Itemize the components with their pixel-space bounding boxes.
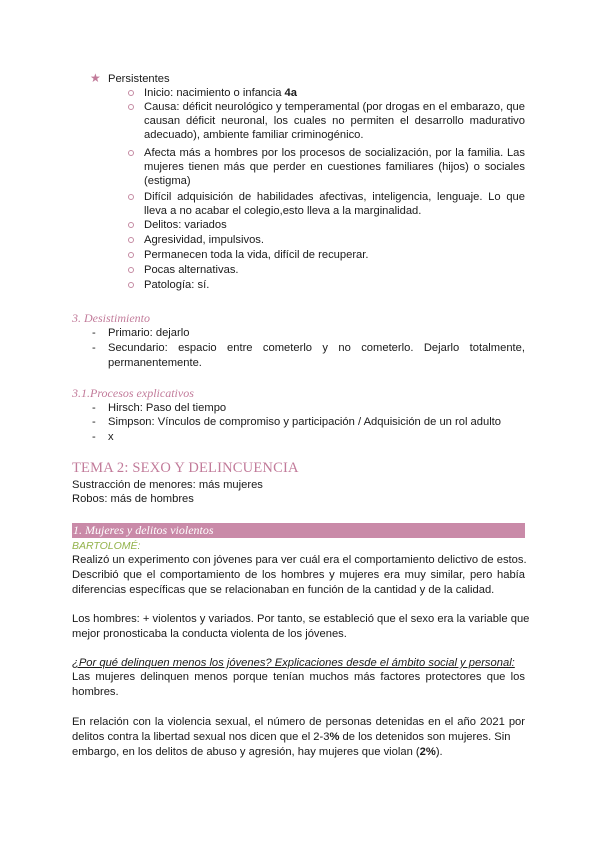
paragraph-line: Describió que el comportamiento de los hombres y mujeres era muy similar, pero había: [72, 569, 525, 581]
circle-bullet-icon: [128, 194, 134, 200]
paragraph-line: hombres.: [72, 686, 119, 698]
paragraph-line: delitos contra la libertad sexual nos dicen que el 2-3% de los detenidos son mujeres. Sin: [72, 731, 511, 743]
persistentes-heading: Persistentes: [108, 73, 170, 85]
list-item: Agresividad, impulsivos.: [144, 234, 265, 246]
list-item: Permanecen toda la vida, difícil de recuperar.: [144, 249, 369, 261]
list-item: Afecta más a hombres por los procesos de socialización, por la familia. Las: [144, 147, 525, 159]
circle-bullet-icon: [128, 222, 134, 228]
circle-bullet-icon: [128, 104, 134, 110]
text-line: Robos: más de hombres: [72, 493, 194, 505]
list-item: Primario: dejarlo: [108, 327, 190, 339]
text-line: Sustracción de menores: más mujeres: [72, 479, 263, 491]
paragraph-line: embargo, en los delitos de abuso y agresión, hay mujeres que violan (2%).: [72, 746, 443, 758]
page-title: TEMA 2: SEXO Y DELINCUENCIA: [72, 460, 299, 476]
list-item-cont: permanentemente.: [108, 357, 202, 369]
list-item: x: [108, 431, 114, 443]
circle-bullet-icon: [128, 267, 134, 273]
dash-bullet-icon: -: [92, 416, 96, 428]
question-heading: ¿Por qué delinquen menos los jóvenes? Explicaciones desde el ámbito social y personal:: [72, 657, 515, 669]
dash-bullet-icon: -: [92, 342, 96, 354]
list-item-cont: mujeres tienen más que perder en cuestiones familiares (hijos) o sociales: [144, 161, 525, 173]
dash-bullet-icon: -: [92, 402, 96, 414]
paragraph-line: Las mujeres delinquen menos porque tenían muchos más factores protectores que los: [72, 671, 525, 683]
list-item: Delitos: variados: [144, 219, 227, 231]
list-item: Causa: déficit neurológico y temperamental (por drogas en el embarazo, que: [144, 101, 525, 113]
author-label: BARTOLOMÉ:: [72, 540, 141, 552]
star-bullet-icon: ★: [90, 71, 101, 85]
list-item-cont: (estigma): [144, 175, 191, 187]
circle-bullet-icon: [128, 252, 134, 258]
section-band: [72, 523, 525, 538]
paragraph-line: diferencias específicas que se relacionaban en función de la cantidad y de la calidad.: [72, 584, 495, 596]
section-heading-procesos: 3.1.Procesos explicativos: [72, 386, 194, 400]
paragraph-line: En relación con la violencia sexual, el número de personas detenidas en el año 2021 por: [72, 716, 525, 728]
list-item-cont: lleva a no acabar el colegio,esto lleva a la marginalidad.: [144, 205, 422, 217]
list-item: Pocas alternativas.: [144, 264, 239, 276]
paragraph-line: mejor pronosticaba la conducta violenta de los jóvenes.: [72, 628, 347, 640]
paragraph-line: Realizó un experimento con jóvenes para ver cuál era el comportamiento delictivo de estos.: [72, 554, 527, 566]
paragraph-line: Los hombres: + violentos y variados. Por tanto, se estableció que el sexo era la variable que: [72, 613, 530, 625]
dash-bullet-icon: -: [92, 327, 96, 339]
circle-bullet-icon: [128, 237, 134, 243]
list-item-cont: adecuado), ambiente familiar criminogénico.: [144, 129, 364, 141]
circle-bullet-icon: [128, 150, 134, 156]
circle-bullet-icon: [128, 90, 134, 96]
list-item: Difícil adquisición de habilidades afectivas, inteligencia, lenguaje. Lo que: [144, 191, 525, 203]
list-item: Simpson: Vínculos de compromiso y participación / Adquisición de un rol adulto: [108, 416, 502, 428]
section-band-title: 1. Mujeres y delitos violentos: [73, 523, 214, 537]
list-item-cont: causan déficit neuronal, los cuales no permiten el desarrollo madurativo: [144, 115, 525, 127]
list-item: Secundario: espacio entre cometerlo y no cometerlo. Dejarlo totalmente,: [108, 342, 525, 354]
list-item: Patología: sí.: [144, 279, 210, 291]
list-item: Inicio: nacimiento o infancia 4a: [144, 87, 297, 99]
section-heading-desistimiento: 3. Desistimiento: [72, 311, 150, 325]
dash-bullet-icon: -: [92, 431, 96, 443]
list-item: Hirsch: Paso del tiempo: [108, 402, 227, 414]
circle-bullet-icon: [128, 282, 134, 288]
